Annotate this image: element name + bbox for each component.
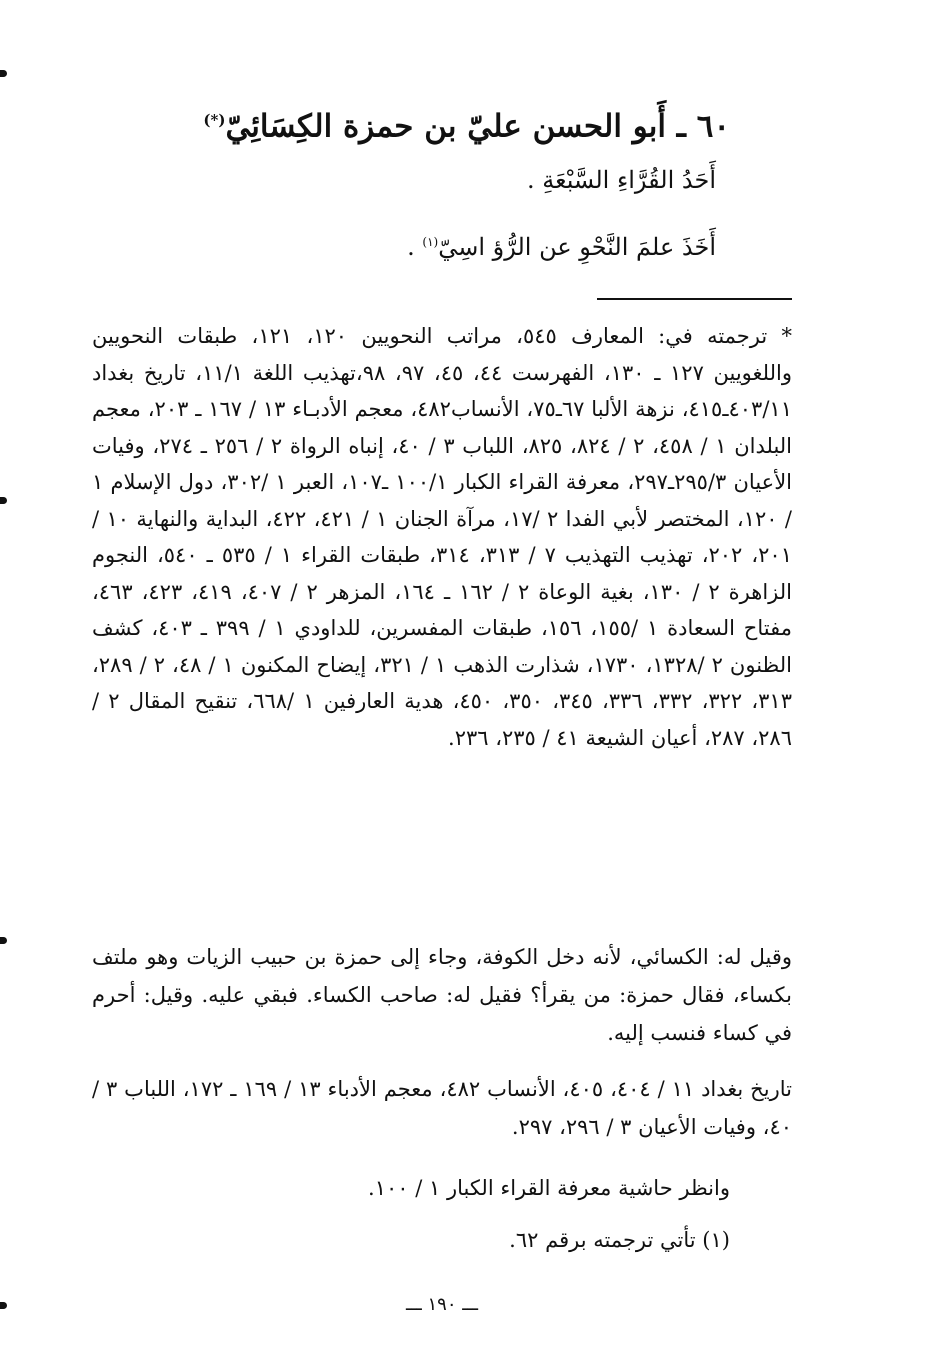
body-line-one: أَحَدُ القُرَّاءِ السَّبْعَةِ . xyxy=(526,166,716,194)
page-number: ـــ ١٩٠ ـــ xyxy=(405,1294,479,1315)
book-page xyxy=(92,0,792,1371)
title-note-mark: (*) xyxy=(203,111,226,129)
see-also-note: وانظر حاشية معرفة القراء الكبار ١ / ١٠٠. xyxy=(368,1176,730,1200)
entry-title-text: ٦٠ ـ أَبو الحسن عليّ بن حمزة الكِسَائِيّ xyxy=(225,108,730,145)
extra-sources-note: تاريخ بغداد ١١ / ٤٠٤، ٤٠٥، الأنساب ٤٨٢، معجم الأدباء ١٣ / ١٦٩ ـ ١٧٢، اللباب ٣ / ٤٠، وفيات الأعيان ٣ / ٢٩٦، ٢٩٧. xyxy=(92,1077,792,1139)
margin-mark xyxy=(0,1302,7,1309)
entry-title xyxy=(170,98,730,148)
biography-sources-note: * ترجمته في: المعارف ٥٤٥، مراتب النحويين ١٢٠، ١٢١، طبقات النحويين واللغويين ١٢٧ ـ ١٣٠، الفهرست ٤٤، ٤٥، ٩٧، ٩٨،تهذيب اللغة ١١/١، تاريخ بغداد ٤٠٣/١١ـ٤١٥، نزهة الألبا ٦٧ـ٧٥، الأنساب٤٨٢، معجم الأدبـاء ١٣ / ١٦٧ ـ ٢٠٣، معجم البلدان ١ / ٤٥٨، ٢ / ٨٢٤، ٨٢٥، اللباب ٣ / ٤٠، إنباه الرواة ٢ / ٢٥٦ ـ ٢٧٤، وفيات الأعيان ٢٩٥/٣ـ٢٩٧، معرفة القراء الكبار ١٠٠/١ ـ١٠٧، العبر ١ /٣٠٢، دول الإسلام ١ / ١٢٠، المختصر لأبي الفدا ٢ /١٧، مرآة الجنان ١ / ٤٢١، ٤٢٢، البداية والنهاية ١٠ /٢٠١، ٢٠٢، تهذيب التهذيب ٧ / ٣١٣، ٣١٤، طبقات القراء ١ / ٥٣٥ ـ ٥٤٠، النجوم الزاهرة ٢ / ١٣٠، بغية الوعاة ٢ / ١٦٢ ـ ١٦٤، المزهر ٢ / ٤٠٧، ٤١٩، ٤٢٣، ٤٦٣، مفتاح السعادة ١ /١٥٥، ١٥٦، طبقات المفسرين، للداودي ١ / ٣٩٩ ـ ٤٠٣، كشف الظنون ٢ /١٣٢٨، ١٧٣٠، شذارت الذهب ١ / ٣٢١، إيضاح المكنون ١ / ٤٨، ٢ / ٢٨٩، ٣١٣، ٣٢٢، ٣٣٢، ٣٣٦، ٣٤٥، ٣٥٠، ٤٥٠، هدية العارفين ١ /٦٦٨، تنقيح المقال ٢ / ٢٨٦، ٢٨٧، أعيان الشيعة ٤١ / ٢٣٥، ٢٣٦. xyxy=(92,324,793,750)
margin-mark xyxy=(0,497,7,504)
footnote-1: (١) تأتي ترجمته برقم ٦٢. xyxy=(509,1228,730,1252)
body-line-two-end: . xyxy=(407,233,423,261)
margin-mark xyxy=(0,937,7,944)
body-line-two xyxy=(407,222,716,267)
margin-mark xyxy=(0,70,7,77)
kisa-story-note: وقيل له: الكسائي، لأنه دخل الكوفة، وجاء إلى حمزة بن حبيب الزيات وهو ملتف بكساء، فقال حمزة: من يقرأ؟ فقيل له: صاحب الكساء. فبقي عليه. وقيل: أحرم في كساء فنسب إليه. xyxy=(92,945,792,1045)
body-line-two-text: أَخَذَ علمَ النَّحْوِ عن الرُّؤ اسِيّ xyxy=(438,233,716,261)
footnote-ref-1: (١) xyxy=(422,235,439,249)
footnote-separator xyxy=(597,298,792,300)
